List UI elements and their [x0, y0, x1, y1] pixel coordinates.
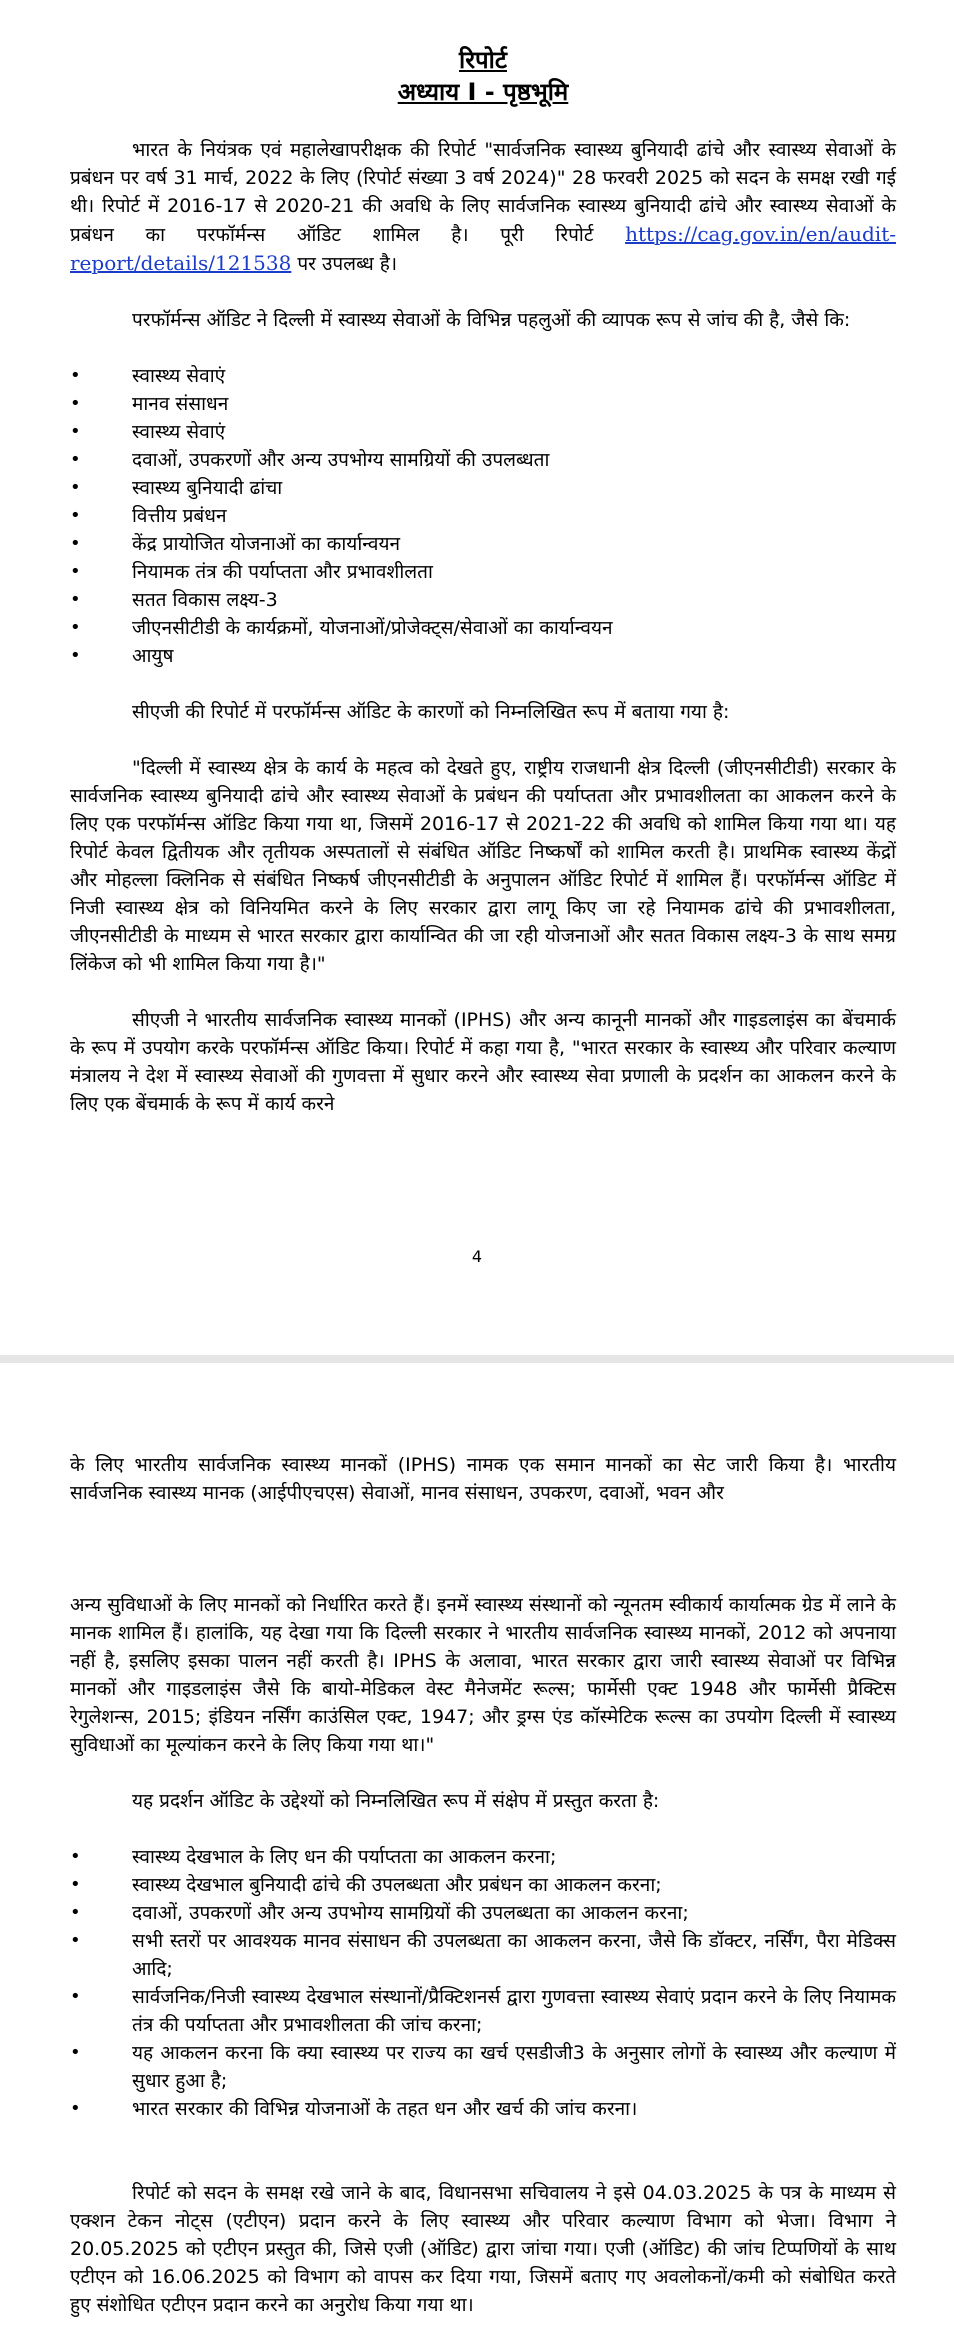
- intro-tail: पर उपलब्ध है।: [297, 253, 398, 275]
- scope-list-item: • स्वास्थ्य सेवाएं: [70, 418, 896, 446]
- scope-list-item: • आयुष: [70, 642, 896, 670]
- cag-report-link[interactable]: https://cag.gov.in/en/audit-report/details/121538: [70, 222, 896, 275]
- scope-list-item: • दवाओं, उपकरणों और अन्य उपभोग्य सामग्रियों की उपलब्धता: [70, 446, 896, 474]
- objective-list-item: • सार्वजनिक/निजी स्वास्थ्य देखभाल संस्थानों/प्रैक्टिशनर्स द्वारा गुणवत्ता स्वास्थ्य सेवाएं प्रदान करने के लिए नियामक तंत्र की पर्याप्तता और प्रभावशीलता की जांच करना;: [70, 1983, 896, 2039]
- atn-paragraph: रिपोर्ट को सदन के समक्ष रखे जाने के बाद, विधानसभा सचिवालय ने इसे 04.03.2025 के पत्र के माध्यम से एक्शन टेकन नोट्स (एटीएन) प्रदान करने के लिए स्वास्थ्य और परिवार कल्याण विभाग को भेजा। विभाग ने 20.05.2025 को एटीएन प्रस्तुत की, जिसे एजी (ऑडिट) द्वारा जांचा गया। एजी (ऑडिट) की जांच टिप्पणियों के साथ एटीएन को 16.06.2025 को विभाग को वापस कर दिया गया, जिसमें बताए गए अवलोकनों/कमी को संबोधित करते हुए संशोधित एटीएन प्रदान करने का अनुरोध किया गया था।: [70, 2182, 896, 2316]
- objectives-intro-paragraph: यह प्रदर्शन ऑडिट के उद्देश्यों को निम्नलिखित रूप में संक्षेप में प्रस्तुत करता है:: [132, 1790, 660, 1812]
- objective-list-item: • यह आकलन करना कि क्या स्वास्थ्य पर राज्य का खर्च एसडीजी3 के अनुसार लोगों के स्वास्थ्य और कल्याण में सुधार हुआ है;: [70, 2039, 896, 2095]
- objective-list-item: • भारत सरकार की विभिन्न योजनाओं के तहत धन और खर्च की जांच करना।: [70, 2095, 896, 2123]
- iphs-continued-paragraph: के लिए भारतीय सार्वजनिक स्वास्थ्य मानकों (IPHS) नामक एक समान मानकों का सेट जारी किया है। भारतीय सार्वजनिक स्वास्थ्य मानक (आईपीएचएस) सेवाओं, मानव संसाधन, उपकरण, दवाओं, भवन और: [70, 1454, 896, 1504]
- reasons-quote-paragraph: "दिल्ली में स्वास्थ्य क्षेत्र के कार्य के महत्व को देखते हुए, राष्ट्रीय राजधानी क्षेत्र दिल्ली (जीएनसीटीडी) सरकार के सार्वजनिक स्वास्थ्य बुनियादी ढांचे और स्वास्थ्य सेवाओं के प्रबंधन की पर्याप्तता और प्रभावशीलता का आकलन करने के लिए एक परफॉर्मन्स ऑडिट किया गया था, जिसमें 2016-17 से 2021-22 की अवधि को शामिल किया गया था। यह रिपोर्ट केवल द्वितीयक और तृतीयक अस्पतालों से संबंधित ऑडिट निष्कर्षों को शामिल करती है। प्राथमिक स्वास्थ्य केंद्रों और मोहल्ला क्लिनिक से संबंधित निष्कर्ष जीएनसीटीडी के अनुपालन ऑडिट रिपोर्ट में शामिल हैं। परफॉर्मन्स ऑडिट में निजी स्वास्थ्य क्षेत्र को विनियमित करने के लिए सरकार द्वारा लागू किए जा रहे नियामक ढांचे की प्रभावशीलता, जीएनसीटीडी के माध्यम से भारत सरकार द्वारा कार्यान्वित की जा रही योजनाओं और सतत विकास लक्ष्य-3 के साथ समग्र लिंकेज को भी शामिल किया गया है।": [70, 757, 896, 975]
- intro-paragraph: [70, 136, 896, 278]
- objective-list-item: • दवाओं, उपकरणों और अन्य उपभोग्य सामग्रियों की उपलब्धता का आकलन करना;: [70, 1899, 896, 1927]
- scope-list-item: • स्वास्थ्य सेवाएं: [70, 362, 896, 390]
- scope-list-item: • स्वास्थ्य बुनियादी ढांचा: [70, 474, 896, 502]
- objective-list-item: • सभी स्तरों पर आवश्यक मानव संसाधन की उपलब्धता का आकलन करना, जैसे कि डॉक्टर, नर्सिंग, पैरा मेडिक्स आदि;: [70, 1927, 896, 1983]
- scope-list-item: • जीएनसीटीडी के कार्यक्रमों, योजनाओं/प्रोजेक्ट्स/सेवाओं का कार्यान्वयन: [70, 614, 896, 642]
- intro-text: भारत के नियंत्रक एवं महालेखापरीक्षक की रिपोर्ट "सार्वजनिक स्वास्थ्य बुनियादी ढांचे और स्वास्थ्य सेवाओं के प्रबंधन पर वर्ष 31 मार्च, 2022 के लिए (रिपोर्ट संख्या 3 वर्ष 2024)" 28 फरवरी 2025 को सदन के समक्ष रखी गई थी। रिपोर्ट में 2016-17 से 2020-21 की अवधि के लिए सार्वजनिक स्वास्थ्य बुनियादी ढांचे और स्वास्थ्य सेवाओं के प्रबंधन का परफॉर्मन्स ऑडिट शामिल है। पूरी रिपोर्ट: [70, 139, 896, 246]
- scope-intro-paragraph: परफॉर्मन्स ऑडिट ने दिल्ली में स्वास्थ्य सेवाओं के विभिन्न पहलुओं की व्यापक रूप से जांच की है, जैसे कि:: [132, 309, 851, 331]
- iphs-paragraph: सीएजी ने भारतीय सार्वजनिक स्वास्थ्य मानकों (IPHS) और अन्य कानूनी मानकों और गाइडलाइंस का बेंचमार्क के रूप में उपयोग करके परफॉर्मन्स ऑडिट किया। रिपोर्ट में कहा गया है, "भारत सरकार के स्वास्थ्य और परिवार कल्याण मंत्रालय ने देश में स्वास्थ्य सेवाओं की गुणवत्ता में सुधार करने और स्वास्थ्य सेवा प्रणाली के प्रदर्शन का आकलन करने के लिए एक बेंचमार्क के रूप में कार्य करने: [70, 1009, 896, 1115]
- reasons-intro-paragraph: सीएजी की रिपोर्ट में परफॉर्मन्स ऑडिट के कारणों को निम्नलिखित रूप में बताया गया है:: [132, 701, 730, 723]
- chapter-title: अध्याय I - पृष्ठभूमि: [397, 78, 569, 106]
- page-1-content: [70, 44, 896, 1118]
- scope-list-item: • नियामक तंत्र की पर्याप्तता और प्रभावशीलता: [70, 558, 896, 586]
- document-page-2: [0, 1363, 954, 2346]
- report-title: रिपोर्ट: [459, 46, 507, 74]
- page-2-content: [70, 1451, 896, 2319]
- page-number: 4: [471, 1247, 483, 1266]
- scope-list-item: • केंद्र प्रायोजित योजनाओं का कार्यान्वयन: [70, 530, 896, 558]
- scope-list-item: • मानव संसाधन: [70, 390, 896, 418]
- standards-paragraph: अन्य सुविधाओं के लिए मानकों को निर्धारित करते हैं। इनमें स्वास्थ्य संस्थानों को न्यूनतम स्वीकार्य कार्यात्मक ग्रेड में लाने के मानक शामिल हैं। हालांकि, यह देखा गया कि दिल्ली सरकार ने भारतीय सार्वजनिक स्वास्थ्य मानकों, 2012 को अपनाया नहीं है, इसलिए इसका पालन नहीं करती है। IPHS के अलावा, भारत सरकार द्वारा जारी स्वास्थ्य सेवाओं पर विभिन्न मानकों और गाइडलाइंस जैसे कि बायो-मेडिकल वेस्ट मैनेजमेंट रूल्स; फार्मेसी एक्ट 1948 और फार्मेसी प्रैक्टिस रेगुलेशन्स, 2015; इंडियन नर्सिंग काउंसिल एक्ट, 1947; और ड्रग्स एंड कॉस्मेटिक रूल्स का उपयोग दिल्ली में स्वास्थ्य सुविधाओं का मूल्यांकन करने के लिए किया गया था।": [70, 1594, 896, 1756]
- audit-objectives-list: [70, 1843, 896, 2123]
- objective-list-item: • स्वास्थ्य देखभाल बुनियादी ढांचे की उपलब्धता और प्रबंधन का आकलन करना;: [70, 1871, 896, 1899]
- scope-list-item: • वित्तीय प्रबंधन: [70, 502, 896, 530]
- scope-list-item: • सतत विकास लक्ष्य-3: [70, 586, 896, 614]
- objective-list-item: • स्वास्थ्य देखभाल के लिए धन की पर्याप्तता का आकलन करना;: [70, 1843, 896, 1871]
- audit-scope-list: [70, 362, 896, 670]
